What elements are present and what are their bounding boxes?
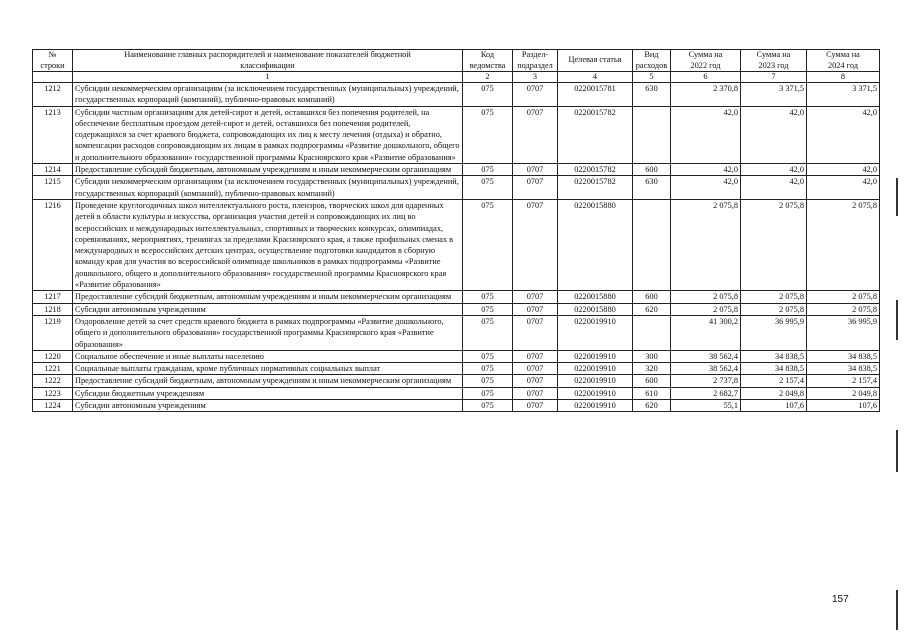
row-number: 1218 xyxy=(33,303,73,315)
table-row xyxy=(33,164,880,176)
row-exp-type: 600 xyxy=(633,375,671,387)
col-number: 5 xyxy=(633,72,671,83)
table-row xyxy=(33,83,880,107)
row-dept-code: 075 xyxy=(463,176,513,200)
row-exp-type: 320 xyxy=(633,363,671,375)
row-name: Предоставление субсидий бюджетным, автономным учреждениям и иным некоммерческим организациям xyxy=(73,164,463,176)
row-section: 0707 xyxy=(513,363,558,375)
row-number: 1215 xyxy=(33,176,73,200)
table-row xyxy=(33,400,880,412)
row-target: 0220019910 xyxy=(558,363,633,375)
row-sum-2022: 41 300,2 xyxy=(671,315,741,350)
row-number: 1224 xyxy=(33,400,73,412)
row-exp-type: 610 xyxy=(633,387,671,399)
table-row xyxy=(33,315,880,350)
row-target: 0220015880 xyxy=(558,303,633,315)
row-dept-code: 075 xyxy=(463,164,513,176)
row-sum-2022: 2 075,8 xyxy=(671,199,741,290)
row-sum-2022: 2 075,8 xyxy=(671,291,741,303)
row-number: 1220 xyxy=(33,350,73,362)
row-number: 1213 xyxy=(33,106,73,163)
row-exp-type: 630 xyxy=(633,176,671,200)
row-target: 0220015880 xyxy=(558,291,633,303)
row-number: 1216 xyxy=(33,199,73,290)
row-sum-2024: 34 838,5 xyxy=(807,363,880,375)
row-sum-2024: 42,0 xyxy=(807,106,880,163)
table-row xyxy=(33,291,880,303)
table-row xyxy=(33,176,880,200)
table-row xyxy=(33,375,880,387)
table-row xyxy=(33,363,880,375)
row-target: 0220015880 xyxy=(558,199,633,290)
header-target: Целевая статья xyxy=(558,50,633,72)
row-section: 0707 xyxy=(513,199,558,290)
row-dept-code: 075 xyxy=(463,387,513,399)
row-section: 0707 xyxy=(513,387,558,399)
row-section: 0707 xyxy=(513,83,558,107)
row-section: 0707 xyxy=(513,291,558,303)
row-target: 0220015782 xyxy=(558,176,633,200)
scan-edge-mark xyxy=(896,430,898,472)
row-number: 1223 xyxy=(33,387,73,399)
row-sum-2024: 2 075,8 xyxy=(807,199,880,290)
row-sum-2024: 42,0 xyxy=(807,164,880,176)
header-sum-2023: Сумма на 2023 год xyxy=(741,50,807,72)
col-number: 1 xyxy=(73,72,463,83)
row-sum-2023: 42,0 xyxy=(741,176,807,200)
row-target: 0220015781 xyxy=(558,83,633,107)
row-sum-2024: 2 157,4 xyxy=(807,375,880,387)
row-target: 0220019910 xyxy=(558,387,633,399)
row-name: Субсидии бюджетным учреждениям xyxy=(73,387,463,399)
row-sum-2024: 2 075,8 xyxy=(807,291,880,303)
col-number: 4 xyxy=(558,72,633,83)
header-section: Раздел- подраздел xyxy=(513,50,558,72)
row-sum-2022: 2 737,8 xyxy=(671,375,741,387)
row-exp-type xyxy=(633,106,671,163)
row-exp-type: 300 xyxy=(633,350,671,362)
row-name: Проведение круглогодичных школ интеллектуального роста, пленэров, творческих школ для одаренных детей в области культуры и искусства, организация участия детей и сопровождающих их лиц во всероссийских и международных интеллектуальных, спортивных и творческих конкурсах, олимпиадах, соревнованиях, мероприятиях, тренингах за пределами Красноярского края, а также профильных сменах в международных и всероссийских детских центрах, осуществление подготовки кандидатов в сборную команду края для участия во всероссийской олимпиаде школьников в рамках подпрограммы «Развитие дошкольного, общего и дополнительного образования» государственной программы Красноярского края «Развитие образования» xyxy=(73,199,463,290)
row-number: 1222 xyxy=(33,375,73,387)
row-name: Субсидии некоммерческим организациям (за исключением государственных (муниципальных) учреждений, государственных корпораций (компаний), публично-правовых компаний) xyxy=(73,83,463,107)
row-exp-type: 600 xyxy=(633,164,671,176)
row-name: Социальное обеспечение и иные выплаты населению xyxy=(73,350,463,362)
row-name: Субсидии некоммерческим организациям (за исключением государственных (муниципальных) учреждений, государственных корпораций (компаний), публично-правовых компаний) xyxy=(73,176,463,200)
row-dept-code: 075 xyxy=(463,303,513,315)
row-dept-code: 075 xyxy=(463,106,513,163)
page-number: 157 xyxy=(832,594,849,605)
row-sum-2023: 2 075,8 xyxy=(741,199,807,290)
row-target: 0220019910 xyxy=(558,400,633,412)
row-sum-2024: 107,6 xyxy=(807,400,880,412)
row-section: 0707 xyxy=(513,176,558,200)
row-dept-code: 075 xyxy=(463,375,513,387)
row-section: 0707 xyxy=(513,106,558,163)
row-dept-code: 075 xyxy=(463,350,513,362)
col-number: 2 xyxy=(463,72,513,83)
col-number: 7 xyxy=(741,72,807,83)
row-sum-2024: 2 075,8 xyxy=(807,303,880,315)
row-number: 1221 xyxy=(33,363,73,375)
row-sum-2023: 42,0 xyxy=(741,164,807,176)
row-number: 1214 xyxy=(33,164,73,176)
column-number-row xyxy=(33,72,880,83)
row-sum-2023: 2 075,8 xyxy=(741,303,807,315)
header-dept-code: Код ведомства xyxy=(463,50,513,72)
row-sum-2022: 55,1 xyxy=(671,400,741,412)
row-dept-code: 075 xyxy=(463,291,513,303)
table-row xyxy=(33,199,880,290)
table-row xyxy=(33,106,880,163)
row-dept-code: 075 xyxy=(463,400,513,412)
row-section: 0707 xyxy=(513,400,558,412)
row-target: 0220015782 xyxy=(558,164,633,176)
row-sum-2023: 34 838,5 xyxy=(741,350,807,362)
row-number: 1219 xyxy=(33,315,73,350)
row-exp-type xyxy=(633,315,671,350)
row-sum-2023: 2 075,8 xyxy=(741,291,807,303)
table-body xyxy=(33,83,880,412)
row-exp-type: 620 xyxy=(633,303,671,315)
row-name: Предоставление субсидий бюджетным, автономным учреждениям и иным некоммерческим организациям xyxy=(73,375,463,387)
header-sum-2022: Сумма на 2022 год xyxy=(671,50,741,72)
row-dept-code: 075 xyxy=(463,363,513,375)
table-row xyxy=(33,303,880,315)
row-exp-type: 600 xyxy=(633,291,671,303)
budget-table xyxy=(32,49,880,412)
row-section: 0707 xyxy=(513,164,558,176)
row-dept-code: 075 xyxy=(463,199,513,290)
scan-edge-mark xyxy=(896,300,898,340)
row-name: Оздоровление детей за счет средств краевого бюджета в рамках подпрограммы «Развитие дошкольного, общего и дополнительного образования» государственной программы Красноярского края «Развитие образования» xyxy=(73,315,463,350)
row-name: Субсидии частным организациям для детей-сирот и детей, оставшихся без попечения родителей, на обеспечение бесплатным проездом детей-сирот и детей, оставшихся без попечения родителей, содержащихся за счет краевого бюджета, сопровождающих их лиц к месту лечения (отдыха) и обратно, компенсации расходов сопровождающим их лицам в рамках подпрограммы «Развитие дошкольного, общего и дополнительного образования» государственной программы Красноярского края «Развитие образования» xyxy=(73,106,463,163)
col-number: 6 xyxy=(671,72,741,83)
row-sum-2022: 38 562,4 xyxy=(671,363,741,375)
row-sum-2022: 2 075,8 xyxy=(671,303,741,315)
row-exp-type xyxy=(633,199,671,290)
table-row xyxy=(33,387,880,399)
row-sum-2023: 107,6 xyxy=(741,400,807,412)
table-row xyxy=(33,350,880,362)
row-name: Социальные выплаты гражданам, кроме публичных нормативных социальных выплат xyxy=(73,363,463,375)
col-number xyxy=(33,72,73,83)
header-exp-type: Вид расходов xyxy=(633,50,671,72)
header-name: Наименование главных распорядителей и наименование показателей бюджетной классификации xyxy=(73,50,463,72)
col-number: 8 xyxy=(807,72,880,83)
row-number: 1217 xyxy=(33,291,73,303)
row-sum-2022: 2 682,7 xyxy=(671,387,741,399)
row-sum-2023: 42,0 xyxy=(741,106,807,163)
row-sum-2024: 3 371,5 xyxy=(807,83,880,107)
row-sum-2022: 2 370,8 xyxy=(671,83,741,107)
row-exp-type: 620 xyxy=(633,400,671,412)
scan-edge-mark xyxy=(896,590,898,630)
row-name: Предоставление субсидий бюджетным, автономным учреждениям и иным некоммерческим организациям xyxy=(73,291,463,303)
header-row-no: № строки xyxy=(33,50,73,72)
row-number: 1212 xyxy=(33,83,73,107)
row-sum-2023: 2 049,8 xyxy=(741,387,807,399)
row-sum-2024: 36 995,9 xyxy=(807,315,880,350)
row-target: 0220015782 xyxy=(558,106,633,163)
row-sum-2023: 2 157,4 xyxy=(741,375,807,387)
col-number: 3 xyxy=(513,72,558,83)
row-name: Субсидии автономным учреждениям xyxy=(73,400,463,412)
row-section: 0707 xyxy=(513,375,558,387)
row-name: Субсидии автономным учреждениям xyxy=(73,303,463,315)
row-sum-2024: 2 049,8 xyxy=(807,387,880,399)
row-sum-2023: 36 995,9 xyxy=(741,315,807,350)
row-sum-2022: 42,0 xyxy=(671,176,741,200)
row-sum-2023: 34 838,5 xyxy=(741,363,807,375)
row-dept-code: 075 xyxy=(463,315,513,350)
header-sum-2024: Сумма на 2024 год xyxy=(807,50,880,72)
row-dept-code: 075 xyxy=(463,83,513,107)
table-header-row xyxy=(33,50,880,72)
row-sum-2024: 42,0 xyxy=(807,176,880,200)
row-sum-2022: 38 562,4 xyxy=(671,350,741,362)
scan-edge-mark xyxy=(896,178,898,216)
row-target: 0220019910 xyxy=(558,350,633,362)
row-target: 0220019910 xyxy=(558,375,633,387)
row-target: 0220019910 xyxy=(558,315,633,350)
row-section: 0707 xyxy=(513,350,558,362)
row-sum-2022: 42,0 xyxy=(671,106,741,163)
row-sum-2024: 34 838,5 xyxy=(807,350,880,362)
row-sum-2022: 42,0 xyxy=(671,164,741,176)
row-sum-2023: 3 371,5 xyxy=(741,83,807,107)
row-section: 0707 xyxy=(513,303,558,315)
row-section: 0707 xyxy=(513,315,558,350)
row-exp-type: 630 xyxy=(633,83,671,107)
